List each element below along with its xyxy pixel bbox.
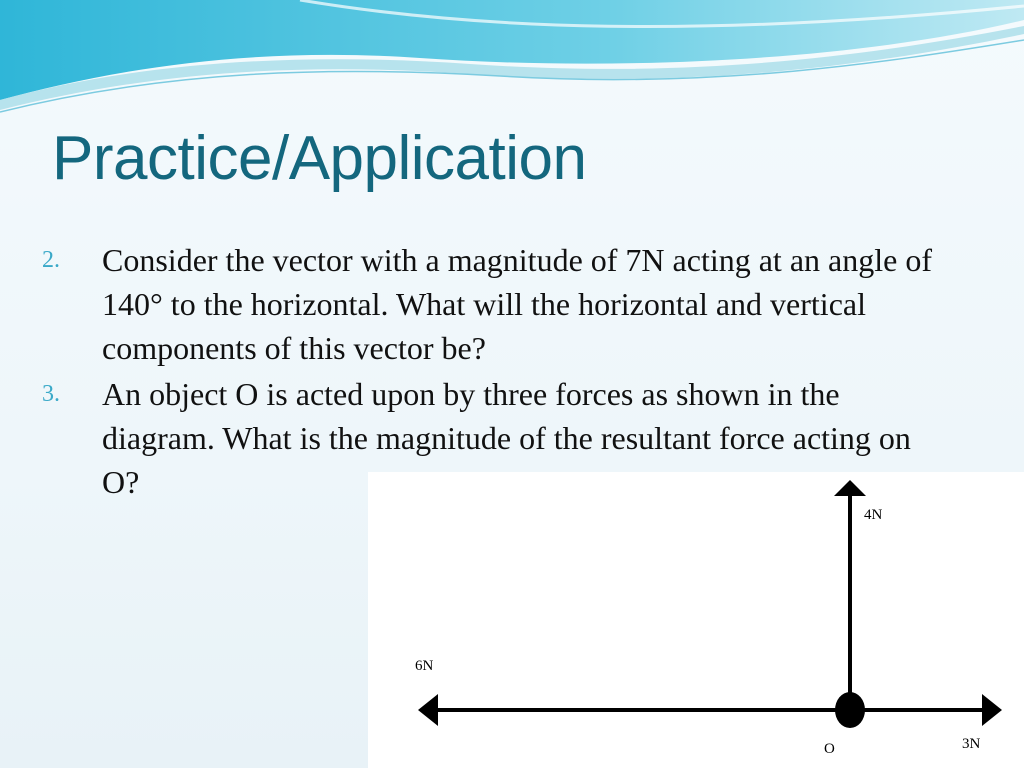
label-6n: 6N [415,658,434,674]
force-diagram [368,472,1024,768]
header-wave-decoration [0,0,1024,120]
up-arrow-4n [834,480,866,496]
right-arrow-3n [982,694,1002,726]
label-3n: 3N [962,736,981,752]
list-number: 3. [42,381,60,407]
list-number: 2. [42,247,60,273]
label-o: O [824,741,835,757]
question-text: An object O is acted upon by three forces as shown in the diagram. What is the magnitude of the resultant force acting on O? [102,376,911,500]
question-text: Consider the vector with a magnitude of 7N acting at an angle of 140° to the horizontal. What will the horizontal and vertical components of this vector be? [102,242,932,366]
left-arrow-6n [418,694,438,726]
question-list [42,238,992,506]
object-o-dot [835,692,865,728]
label-4n: 4N [864,507,883,523]
list-item [42,238,992,370]
slide-title: Practice/Application [52,124,587,193]
